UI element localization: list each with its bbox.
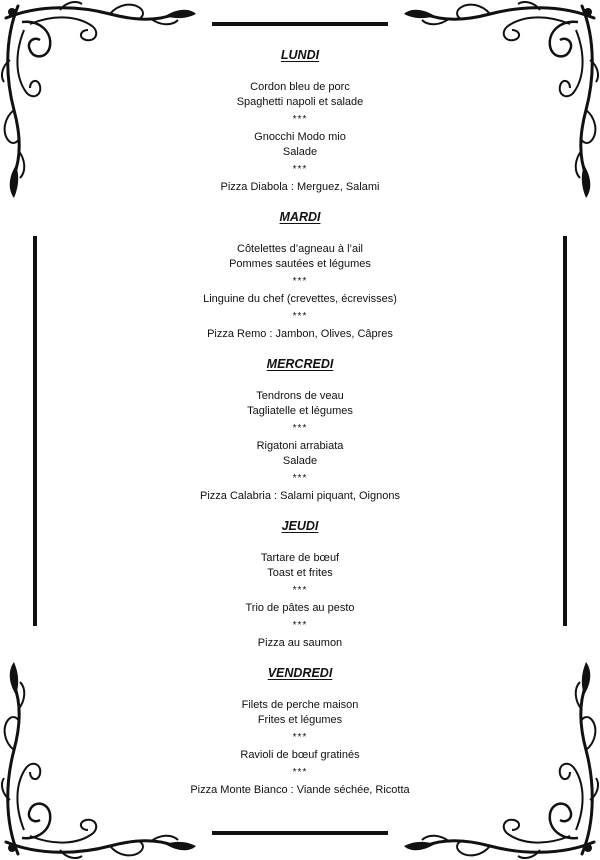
dish-line: Spaghetti napoli et salade	[236, 96, 364, 108]
dish-line: Trio de pâtes au pesto	[245, 602, 355, 614]
pizza-line: Pizza au saumon	[257, 637, 343, 649]
dish-line: Frites et légumes	[257, 714, 343, 726]
course-separator: ***	[292, 620, 308, 631]
dish-line: Linguine du chef (crevettes, écrevisses)	[203, 293, 397, 305]
course-separator: ***	[292, 585, 308, 596]
course-separator: ***	[292, 473, 308, 484]
pizza-line: Pizza Remo : Jambon, Olives, Câpres	[207, 328, 393, 340]
dish-line: Cordon bleu de porc	[250, 81, 350, 93]
course-separator: ***	[292, 164, 308, 175]
course-separator: ***	[292, 732, 308, 743]
day-mardi	[60, 209, 540, 342]
day-title: MERCREDI	[266, 357, 334, 371]
dish-line: Tagliatelle et légumes	[247, 405, 353, 417]
dish-line: Salade	[282, 146, 318, 158]
dish-line: Gnocchi Modo mio	[254, 131, 346, 143]
weekly-menu	[60, 47, 540, 798]
pizza-line: Pizza Monte Bianco : Viande séchée, Ricotta	[190, 784, 410, 796]
day-title: LUNDI	[280, 48, 320, 62]
dish-line: Rigatoni arrabiata	[256, 440, 344, 452]
day-mercredi	[60, 356, 540, 504]
day-title: VENDREDI	[267, 666, 333, 680]
day-title: MARDI	[279, 210, 321, 224]
dish-line: Filets de perche maison	[241, 699, 359, 711]
day-title: JEUDI	[281, 519, 319, 533]
dish-line: Tendrons de veau	[256, 390, 344, 402]
dish-line: Toast et frites	[267, 567, 333, 579]
course-separator: ***	[292, 767, 308, 778]
course-separator: ***	[292, 114, 308, 125]
dish-line: Tartare de bœuf	[260, 552, 340, 564]
dish-line: Salade	[282, 455, 318, 467]
day-vendredi	[60, 665, 540, 798]
course-separator: ***	[292, 423, 308, 434]
pizza-line: Pizza Diabola : Merguez, Salami	[220, 181, 380, 193]
dish-line: Ravioli de bœuf gratinés	[240, 749, 360, 761]
pizza-line: Pizza Calabria : Salami piquant, Oignons	[200, 490, 400, 502]
day-lundi	[60, 47, 540, 195]
dish-line: Côtelettes d’agneau à l’ail	[237, 243, 363, 255]
dish-line: Pommes sautées et légumes	[229, 258, 371, 270]
course-separator: ***	[292, 311, 308, 322]
day-jeudi	[60, 518, 540, 651]
course-separator: ***	[292, 276, 308, 287]
